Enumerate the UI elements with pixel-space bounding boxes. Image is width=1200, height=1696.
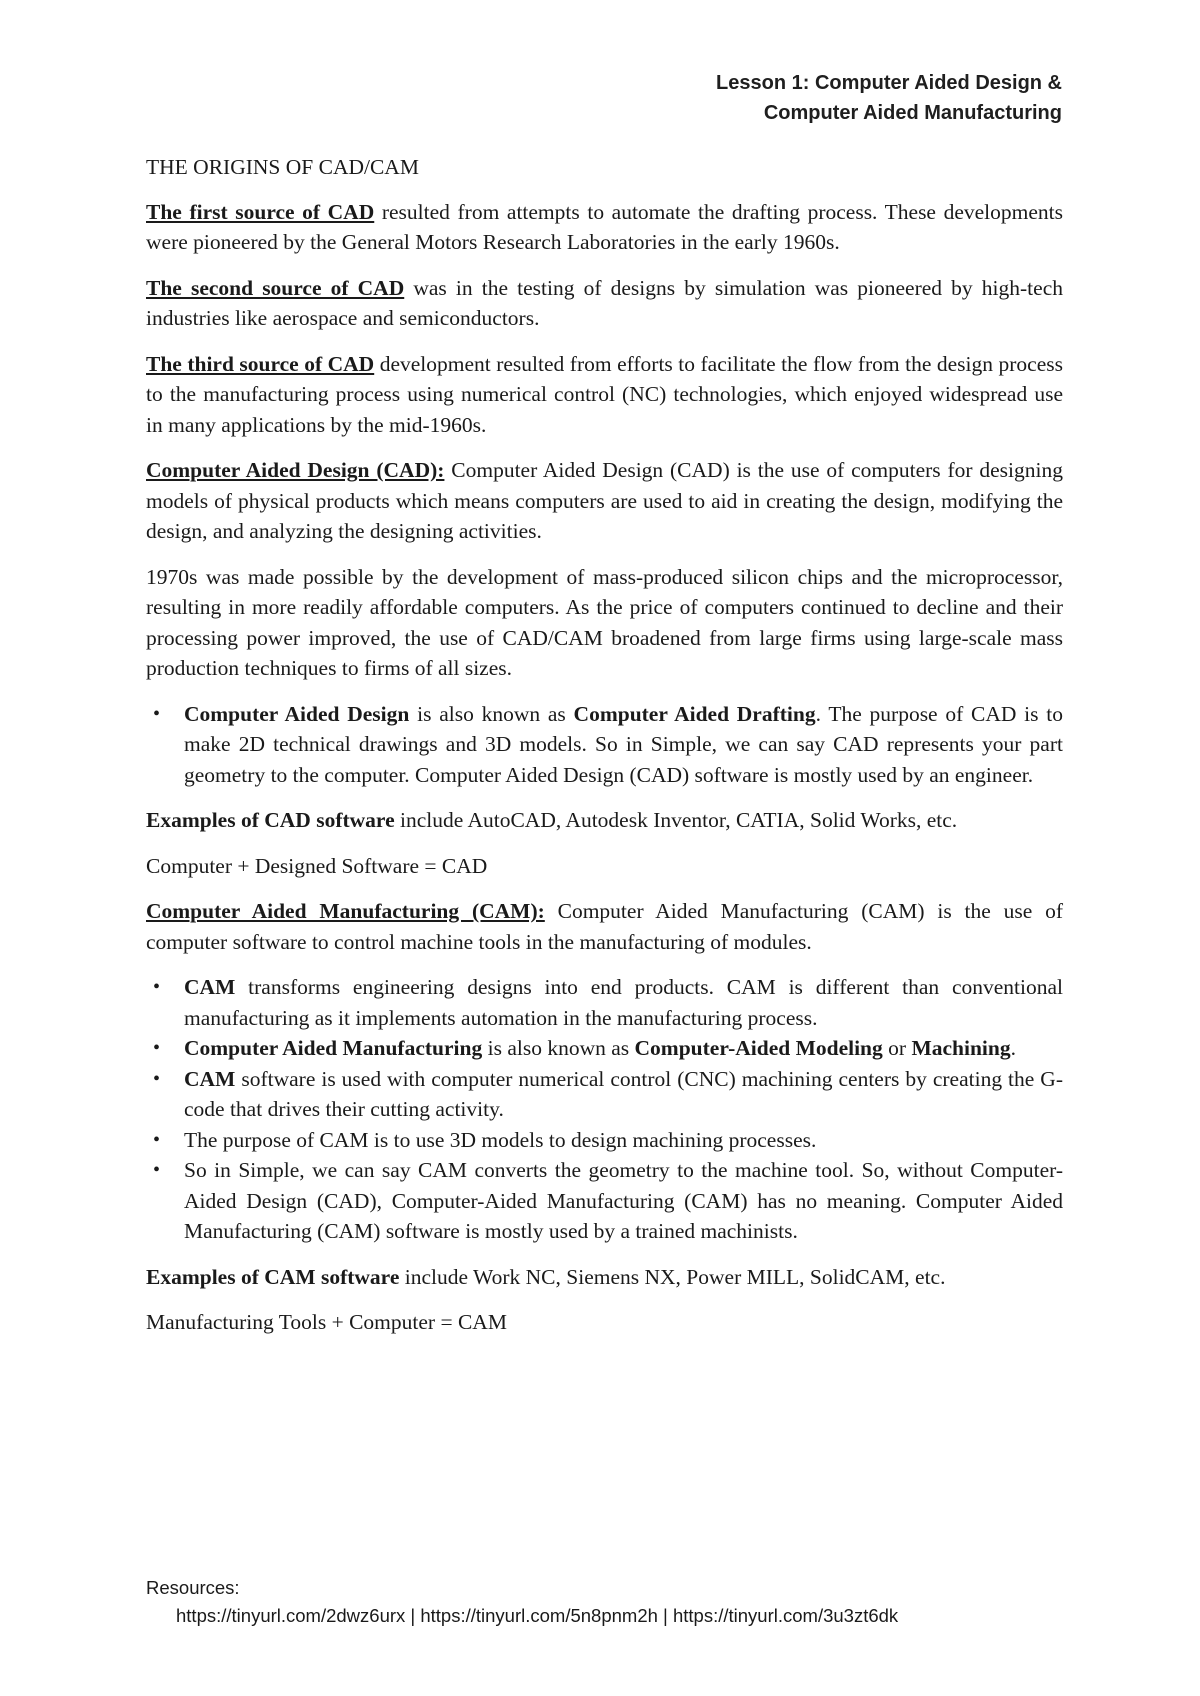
resources-links[interactable]: https://tinyurl.com/2dwz6urx | https://tinyurl.com/5n8pnm2h | https://tinyurl.com/3u3zt6dk	[176, 1605, 899, 1626]
second-source-lead: The second source of CAD	[146, 275, 405, 300]
bullet-icon: •	[153, 702, 161, 725]
cad-definition-paragraph	[146, 455, 1063, 547]
list-item	[146, 972, 1063, 1033]
cam-bullet-list	[146, 972, 1063, 1247]
third-source-paragraph	[146, 349, 1063, 441]
cam-examples-lead: Examples of CAM software	[146, 1264, 400, 1289]
bold-term: Computer Aided Drafting	[573, 701, 816, 726]
cad-history-paragraph: 1970s was made possible by the development of mass-produced silicon chips and the microprocessor, resulting in more readily affordable computers. As the price of computers continued to decline and their processing power improved, the use of CAD/CAM broadened from large firms using large-scale mass production techniques to firms of all sizes.	[146, 564, 1063, 680]
bold-term: CAM	[184, 975, 236, 999]
list-text: So in Simple, we can say CAM converts the geometry to the machine tool. So, without Computer-Aided Design (CAD), Computer-Aided Manufacturing (CAM) has no meaning. Computer Aided Manufacturing (CAM) software is mostly used by a trained machinists.	[184, 1158, 1063, 1243]
bullet-icon: •	[153, 1159, 161, 1181]
cad-heading: Computer Aided Design (CAD):	[146, 458, 445, 482]
first-source-text: resulted from attempts to automate the drafting process. These developments were pioneered by the General Motors Research Laboratories in the early 1960s.	[146, 199, 1063, 254]
cad-examples-text: include AutoCAD, Autodesk Inventor, CATIA, Solid Works, etc.	[394, 808, 958, 832]
bullet-icon: •	[153, 976, 161, 998]
bold-term: Computer Aided Manufacturing	[184, 1036, 483, 1060]
list-text: is also known as	[409, 701, 574, 726]
list-text: The purpose of CAM is to use 3D models to design machining processes.	[184, 1127, 817, 1152]
third-source-lead: The third source of CAD	[146, 351, 375, 376]
list-item	[146, 1064, 1063, 1125]
cad-formula: Computer + Designed Software = CAD	[146, 853, 488, 878]
list-text: . The purpose of CAD is to make 2D technical drawings and 3D models. So in Simple, we can say CAD represents your part geometry to the computer. Computer Aided Design (CAD) software is mostly used by an engineer.	[184, 701, 1063, 787]
lesson-header	[716, 68, 1062, 128]
second-source-paragraph	[146, 273, 1063, 334]
third-source-text: development resulted from efforts to facilitate the flow from the design process to the manufacturing process using numerical control (NC) technologies, which enjoyed widespread use in many applications by the mid-1960s.	[146, 351, 1063, 437]
cad-examples-paragraph	[146, 805, 1063, 836]
resources-label: Resources:	[146, 1577, 240, 1598]
list-item	[146, 1125, 1063, 1156]
cam-definition-paragraph	[146, 896, 1063, 957]
cad-definition: Computer Aided Design (CAD) is the use of computers for designing models of physical products which means computers are used to aid in creating the design, modifying the design, and analyzing the designing activities.	[146, 458, 1063, 543]
cam-examples-text: include Work NC, Siemens NX, Power MILL, SolidCAM, etc.	[399, 1264, 946, 1289]
second-source-text: was in the testing of designs by simulation was pioneered by high-tech industries like aerospace and semiconductors.	[146, 275, 1063, 330]
cam-definition: Computer Aided Manufacturing (CAM) is the use of computer software to control machine tools in the manufacturing of modules.	[146, 899, 1063, 954]
cam-heading: Computer Aided Manufacturing (CAM):	[146, 899, 545, 923]
bullet-icon: •	[153, 1067, 161, 1090]
bold-term: CAM	[184, 1066, 236, 1091]
list-text: .	[1010, 1036, 1016, 1060]
list-text: software is used with computer numerical control (CNC) machining centers by creating the G-code that drives their cutting activity.	[184, 1066, 1063, 1121]
cad-examples-lead: Examples of CAD software	[146, 808, 395, 832]
first-source-paragraph	[146, 197, 1063, 258]
bold-term: Computer-Aided Modeling	[634, 1036, 883, 1060]
cad-bullet-list	[146, 699, 1063, 791]
lesson-title-line-2: Computer Aided Manufacturing	[763, 102, 1062, 124]
cam-examples-paragraph	[146, 1262, 1063, 1293]
resources-footer	[146, 1574, 898, 1630]
list-text: transforms engineering designs into end products. CAM is different than conventional manufacturing as it implements automation in the manufacturing process.	[184, 975, 1063, 1030]
list-item	[146, 1033, 1063, 1064]
cam-formula: Manufacturing Tools + Computer = CAM	[146, 1310, 507, 1334]
bold-term: Machining	[911, 1036, 1011, 1060]
bullet-icon: •	[153, 1128, 161, 1151]
list-item	[146, 699, 1063, 791]
list-text: or	[882, 1036, 912, 1060]
document-body	[146, 152, 1063, 1353]
first-source-lead: The first source of CAD	[146, 199, 375, 224]
list-item	[146, 1155, 1063, 1247]
section-title: THE ORIGINS OF CAD/CAM	[146, 155, 419, 179]
list-text: is also known as	[482, 1036, 635, 1060]
bold-term: Computer Aided Design	[184, 701, 410, 726]
lesson-title-line-1: Lesson 1: Computer Aided Design &	[716, 72, 1062, 94]
bullet-icon: •	[153, 1037, 161, 1059]
